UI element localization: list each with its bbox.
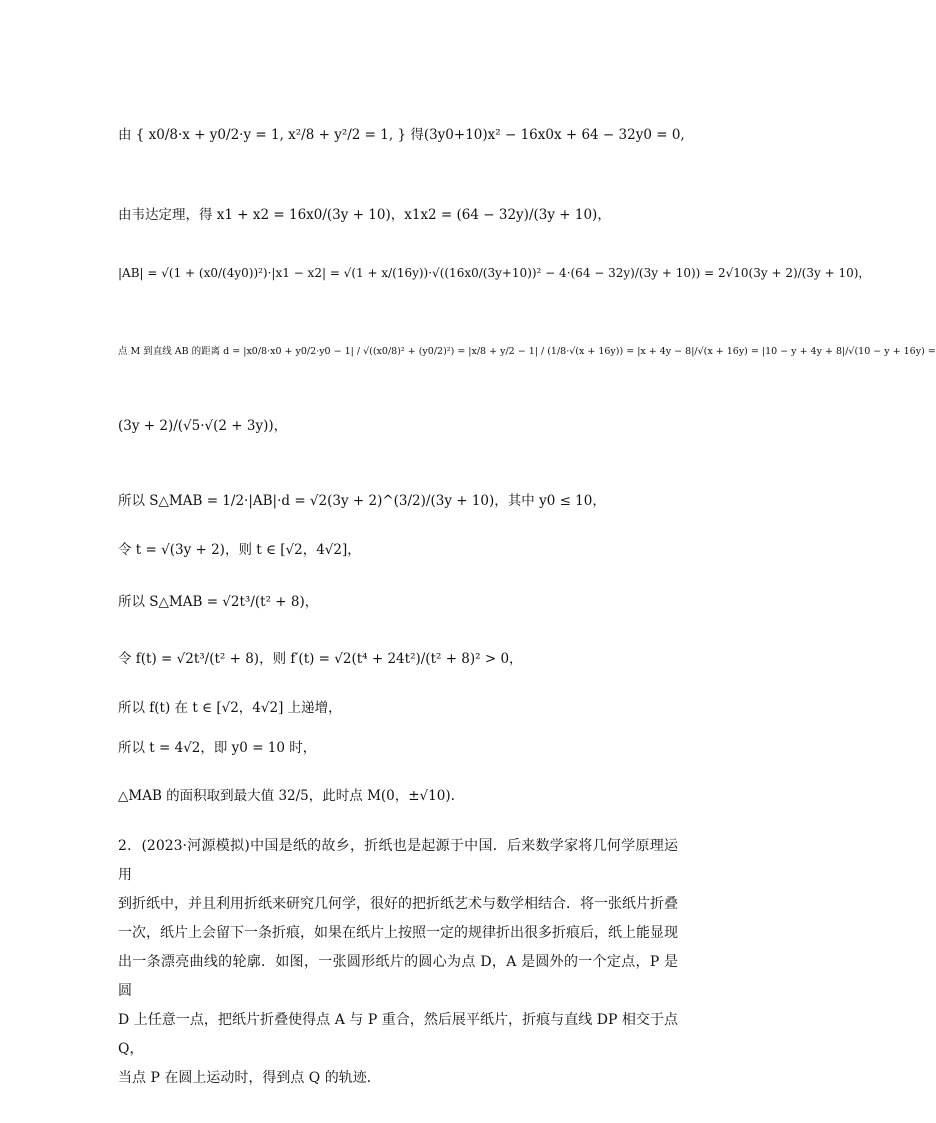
solution-line-conclusion: △MAB 的面积取到最大值 32/5，此时点 M(0，±√10). [118, 788, 455, 804]
solution-line-area: 所以 S△MAB = 1/2·|AB|·d = √2(3y + 2)^(3/2)/(3y + 10)，其中 y0 ≤ 10， [118, 493, 606, 509]
problem-2-paragraph [118, 832, 678, 1093]
solution-line-vieta: 由韦达定理，得 x1 + x2 = 16x0/(3y + 10)，x1x2 = (64 − 32y)/(3y + 10)， [118, 207, 611, 223]
solution-line-derivative: 令 f(t) = √2t³/(t² + 8)，则 f′(t) = √2(t⁴ + 24t²)/(t² + 8)² > 0， [118, 651, 523, 667]
problem-line: 一次，纸片上会留下一条折痕，如果在纸片上按照一定的规律折出很多折痕后，纸上能显现 [118, 925, 678, 941]
solution-line-system: 由 { x0/8·x + y0/2·y = 1, x²/8 + y²/2 = 1, } 得(3y0+10)x² − 16x0x + 64 − 32y0 = 0, [118, 127, 685, 143]
problem-line: 当点 P 在圆上运动时，得到点 Q 的轨迹． [118, 1070, 381, 1086]
solution-line-substitution: 令 t = √(3y + 2)，则 t ∈ [√2，4√2]， [118, 542, 361, 558]
problem-line: 到折纸中，并且利用折纸来研究几何学，很好的把折纸艺术与数学相结合．将一张纸片折叠 [118, 896, 678, 912]
problem-line: 出一条漂亮曲线的轮廓．如图，一张圆形纸片的圆心为点 D，A 是圆外的一个定点，P 是圆 [118, 954, 678, 999]
solution-line-ab-length: |AB| = √(1 + (x0/(4y0))²)·|x1 − x2| = √(1 + x/(16y))·√((16x0/(3y+10))² − 4·(64 − 32y)/(3y + 10)) = 2√10(3y + 2)/(3y + 10)， [118, 266, 871, 280]
problem-line: D 上任意一点，把纸片折叠使得点 A 与 P 重合，然后展平纸片，折痕与直线 DP 相交于点 Q， [118, 1012, 678, 1057]
solution-line-area-t: 所以 S△MAB = √2t³/(t² + 8)， [118, 594, 319, 610]
solution-line-max-point: 所以 t = 4√2，即 y0 = 10 时， [118, 740, 317, 756]
problem-line: 2．(2023·河源模拟)中国是纸的故乡，折纸也是起源于中国．后来数学家将几何学原理运用 [118, 838, 678, 883]
solution-line-increasing: 所以 f(t) 在 t ∈ [√2，4√2] 上递增， [118, 700, 342, 716]
solution-line-distance: 点 M 到直线 AB 的距离 d = |x0/8·x0 + y0/2·y0 − 1| / √((x0/8)² + (y0/2)²) = |x/8 + y/2 − 1| / (1/8·√(x + 16y)) = |x + 4y − 8|/√(x + 16y) = |10 − y + 4y + 8|/√(10 − y + 16y) = [118, 346, 936, 357]
solution-line-distance-result: (3y + 2)/(√5·√(2 + 3y))， [118, 418, 288, 434]
